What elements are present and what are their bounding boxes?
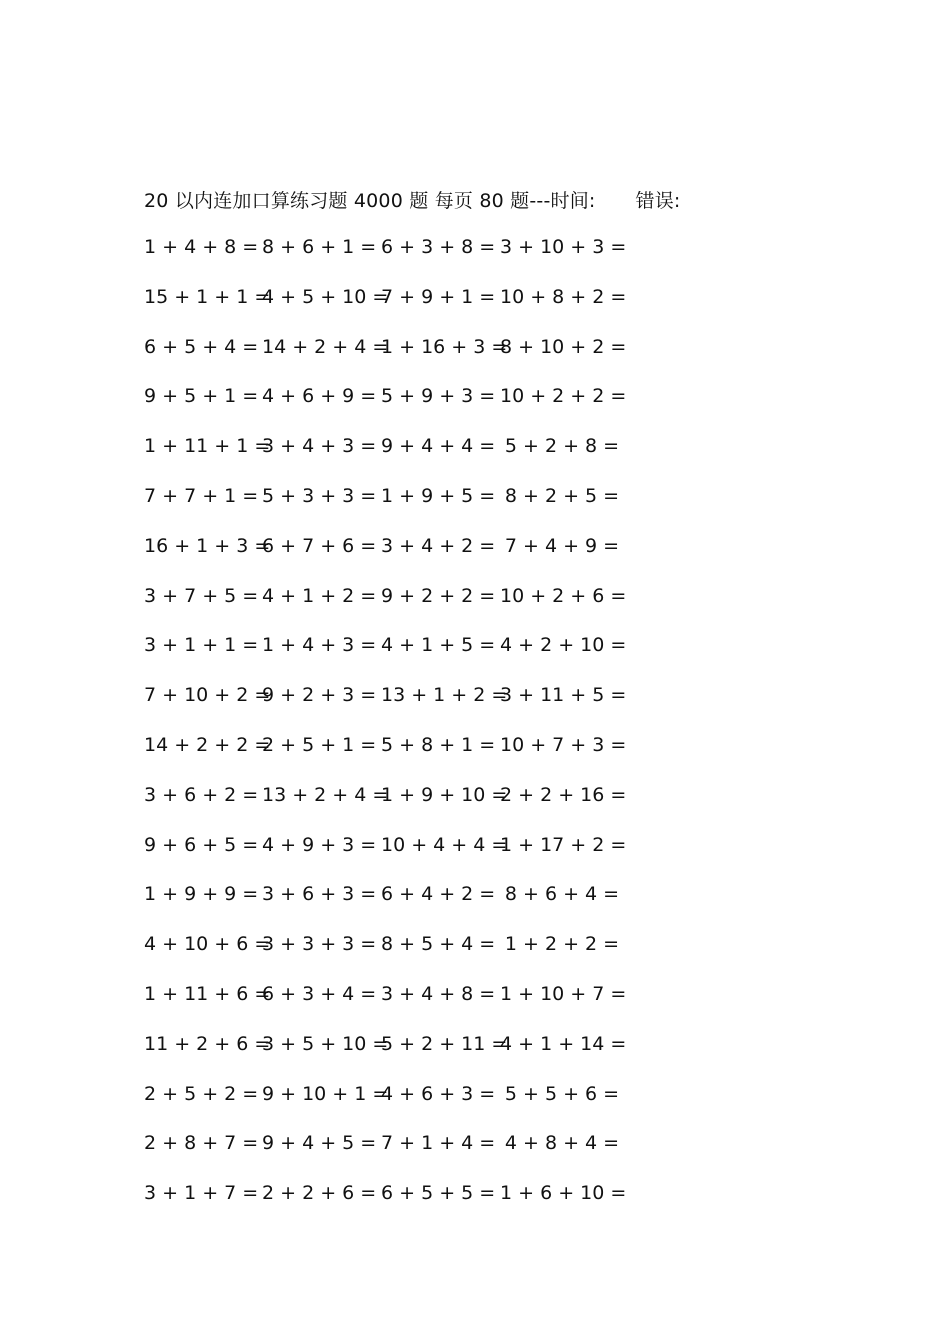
problem-item: 7 + 4 + 9 =: [504, 534, 620, 557]
problem-item: 13 + 2 + 4 =: [262, 783, 389, 806]
problem-item: 8 + 5 + 4 =: [381, 933, 496, 956]
problem-item: 3 + 7 + 5 =: [144, 584, 259, 607]
problem-item: 14 + 2 + 2 =: [144, 733, 271, 756]
problem-item: 1 + 9 + 5 =: [381, 484, 496, 507]
problem-item: 4 + 1 + 5 =: [381, 634, 496, 657]
problem-item: 5 + 3 + 3 =: [262, 484, 377, 507]
problem-item: 2 + 2 + 16 =: [500, 783, 627, 806]
problem-item: 5 + 2 + 11 =: [381, 1032, 508, 1055]
problem-item: 1 + 4 + 3 =: [262, 634, 377, 657]
problem-item: 1 + 9 + 10 =: [381, 783, 508, 806]
problem-item: 3 + 1 + 7 =: [144, 1182, 259, 1205]
problem-item: 2 + 2 + 6 =: [262, 1182, 377, 1205]
problem-item: 8 + 6 + 1 =: [262, 236, 377, 258]
problem-item: 1 + 11 + 6 =: [144, 982, 271, 1005]
problem-item: 3 + 3 + 3 =: [262, 933, 377, 956]
problem-item: 5 + 8 + 1 =: [381, 733, 496, 756]
problem-item: 6 + 3 + 4 =: [262, 982, 377, 1005]
problem-item: 1 + 6 + 10 =: [500, 1182, 627, 1205]
problem-item: 3 + 10 + 3 =: [500, 236, 627, 258]
problem-item: 10 + 4 + 4 =: [381, 833, 508, 856]
problem-item: 15 + 1 + 1 =: [144, 285, 271, 308]
problem-item: 14 + 2 + 4 =: [262, 335, 389, 358]
problem-item: 1 + 17 + 2 =: [500, 833, 627, 856]
problem-item: 1 + 2 + 2 =: [504, 933, 620, 956]
problem-item: 3 + 5 + 10 =: [262, 1032, 389, 1055]
problem-item: 9 + 5 + 1 =: [144, 385, 259, 408]
problem-item: 9 + 2 + 2 =: [381, 584, 496, 607]
problem-item: 1 + 4 + 8 =: [144, 236, 259, 258]
errors-label: 错误:: [635, 190, 681, 212]
problem-item: 5 + 5 + 6 =: [504, 1082, 620, 1105]
problem-item: 8 + 6 + 4 =: [504, 883, 620, 906]
problem-item: 9 + 6 + 5 =: [144, 833, 259, 856]
problem-item: 3 + 6 + 3 =: [262, 883, 377, 906]
problem-item: 9 + 10 + 1 =: [262, 1082, 389, 1105]
problem-item: 11 + 2 + 6 =: [144, 1032, 271, 1055]
problem-item: 6 + 3 + 8 =: [381, 236, 496, 258]
problem-item: 6 + 7 + 6 =: [262, 534, 377, 557]
problem-item: 4 + 1 + 2 =: [262, 584, 377, 607]
problem-item: 3 + 4 + 3 =: [262, 435, 377, 458]
problem-item: 7 + 9 + 1 =: [381, 285, 496, 308]
problem-item: 10 + 7 + 3 =: [500, 733, 627, 756]
problem-item: 3 + 4 + 8 =: [381, 982, 496, 1005]
problem-item: 2 + 8 + 7 =: [144, 1132, 259, 1155]
problem-item: 16 + 1 + 3 =: [144, 534, 271, 557]
problem-item: 13 + 1 + 2 =: [381, 684, 508, 707]
problem-item: 4 + 2 + 10 =: [500, 634, 627, 657]
problem-item: 10 + 8 + 2 =: [500, 285, 627, 308]
problem-item: 7 + 10 + 2 =: [144, 684, 271, 707]
problem-item: 6 + 5 + 5 =: [381, 1182, 496, 1205]
problem-item: 4 + 5 + 10 =: [262, 285, 389, 308]
problem-item: 1 + 11 + 1 =: [144, 435, 271, 458]
problem-item: 10 + 2 + 6 =: [500, 584, 627, 607]
worksheet-title: 20 以内连加口算练习题 4000 题 每页 80 题---时间:: [144, 190, 596, 212]
problem-item: 4 + 6 + 9 =: [262, 385, 377, 408]
problem-item: 6 + 5 + 4 =: [144, 335, 259, 358]
problem-item: 5 + 2 + 8 =: [504, 435, 620, 458]
problem-item: 2 + 5 + 2 =: [144, 1082, 259, 1105]
problem-item: 2 + 5 + 1 =: [262, 733, 377, 756]
problem-item: 4 + 10 + 6 =: [144, 933, 271, 956]
problem-item: 4 + 8 + 4 =: [504, 1132, 620, 1155]
problem-item: 8 + 2 + 5 =: [504, 484, 620, 507]
problem-item: 4 + 9 + 3 =: [262, 833, 377, 856]
problem-item: 1 + 9 + 9 =: [144, 883, 259, 906]
problem-item: 4 + 6 + 3 =: [381, 1082, 496, 1105]
problem-item: 6 + 4 + 2 =: [381, 883, 496, 906]
problem-item: 5 + 9 + 3 =: [381, 385, 496, 408]
problem-item: 9 + 4 + 4 =: [381, 435, 496, 458]
problem-item: 4 + 1 + 14 =: [500, 1032, 627, 1055]
problem-item: 10 + 2 + 2 =: [500, 385, 627, 408]
problem-item: 7 + 7 + 1 =: [144, 484, 259, 507]
problem-item: 7 + 1 + 4 =: [381, 1132, 496, 1155]
problem-item: 1 + 16 + 3 =: [381, 335, 508, 358]
problem-item: 3 + 11 + 5 =: [500, 684, 627, 707]
problem-item: 9 + 4 + 5 =: [262, 1132, 377, 1155]
problem-item: 8 + 10 + 2 =: [500, 335, 627, 358]
problem-item: 3 + 6 + 2 =: [144, 783, 259, 806]
problem-item: 1 + 10 + 7 =: [500, 982, 627, 1005]
worksheet-header: [144, 186, 681, 213]
problem-item: 3 + 4 + 2 =: [381, 534, 496, 557]
problem-item: 3 + 1 + 1 =: [144, 634, 259, 657]
problem-item: 9 + 2 + 3 =: [262, 684, 377, 707]
